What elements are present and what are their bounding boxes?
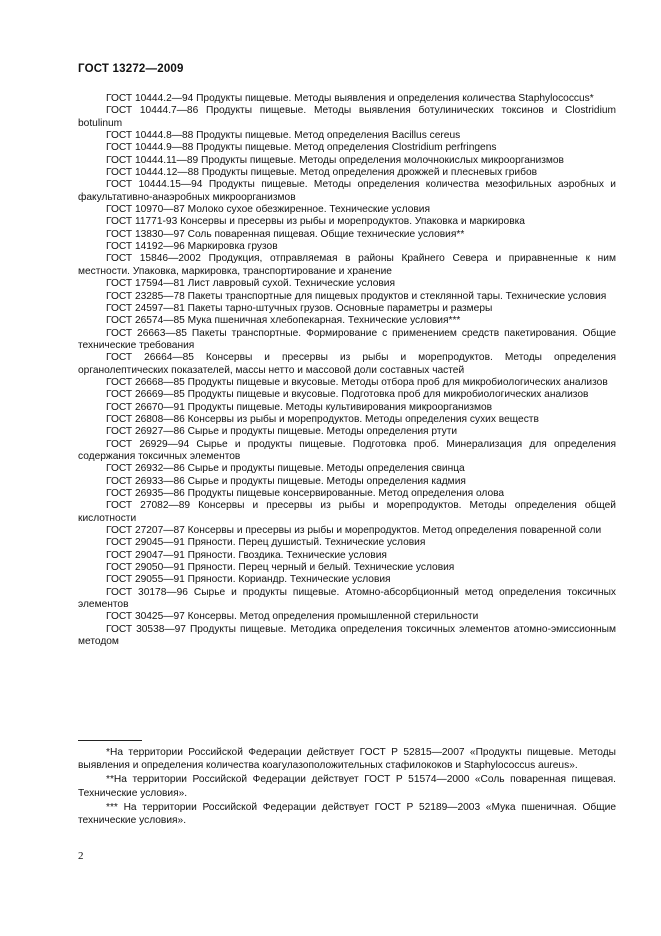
reference-entry: ГОСТ 26808—86 Консервы из рыбы и морепродуктов. Методы определения сухих веществ	[106, 413, 539, 425]
reference-entry: ГОСТ 30178—96 Сырье и продукты пищевые. Атомно-абсорбционный метод определения токсичных элементов	[78, 586, 616, 611]
reference-entry: ГОСТ 14192—96 Маркировка грузов	[106, 241, 278, 253]
footnote: **На территории Российской Федерации действует ГОСТ Р 51574—2000 «Соль поваренная пищевая. Технические условия».	[78, 774, 616, 799]
reference-entry: ГОСТ 15846—2002 Продукция, отправляемая в районы Крайнего Севера и приравненные к ним местности. Упаковка, маркировка, транспортирование и хранение	[78, 253, 616, 277]
reference-entry: ГОСТ 29055—91 Пряности. Кориандр. Технические условия	[106, 574, 391, 586]
reference-entry: ГОСТ 26935—86 Продукты пищевые консервированные. Метод определения олова	[106, 488, 505, 499]
reference-entry: ГОСТ 26664—85 Консервы и пресервы из рыбы и морепродуктов. Методы определения органолептических показателей, массы нетто и массовой доли составных частей	[78, 352, 616, 376]
reference-entry: ГОСТ 17594—81 Лист лавровый сухой. Технические условия	[106, 278, 396, 290]
reference-entry: ГОСТ 24597—81 Пакеты тарно-штучных грузов. Основные параметры и размеры	[106, 302, 493, 314]
reference-entry: ГОСТ 10444.2—94 Продукты пищевые. Методы выявления и определения количества Staphylococcus*	[106, 93, 594, 104]
reference-entry: ГОСТ 27082—89 Консервы и пресервы из рыбы и морепродуктов. Методы определения общей кислотности	[78, 500, 616, 524]
reference-entry: ГОСТ 10444.9—88 Продукты пищевые. Метод определения Clostridium perfringens	[106, 142, 497, 154]
reference-entry: ГОСТ 10444.12—88 Продукты пищевые. Метод определения дрожжей и плесневых грибов	[106, 167, 538, 179]
document-header: ГОСТ 13272—2009	[78, 63, 184, 75]
footnote: *На территории Российской Федерации действует ГОСТ Р 52815—2007 «Продукты пищевые. Методы выявления и определения количества коагулазоположительных стафилококов и Staphylococcus aureus».	[78, 747, 616, 772]
reference-entry: ГОСТ 10444.7—86 Продукты пищевые. Методы выявления ботулинических токсинов и Clostridium botulinum	[78, 105, 616, 129]
reference-entry: ГОСТ 29047—91 Пряности. Гвоздика. Технические условия	[106, 549, 387, 561]
reference-entry: ГОСТ 30538—97 Продукты пищевые. Методика определения токсичных элементов атомно-эмиссионным методом	[78, 623, 616, 648]
footnote-separator	[78, 740, 142, 741]
reference-entry: ГОСТ 26929—94 Сырье и продукты пищевые. Подготовка проб. Минерализация для определения содержания токсичных элементов	[78, 438, 616, 462]
page-number: 2	[78, 850, 84, 862]
reference-entry: ГОСТ 26670—91 Продукты пищевые. Методы культивирования микроорганизмов	[106, 401, 493, 413]
reference-entry: ГОСТ 23285—78 Пакеты транспортные для пищевых продуктов и стеклянной тары. Технические условия	[106, 290, 607, 302]
reference-entry: ГОСТ 29050—91 Пряности. Перец черный и белый. Технические условия	[106, 562, 455, 574]
reference-entry: ГОСТ 26663—85 Пакеты транспортные. Формирование с применением средств пакетирования. Общие технические требования	[78, 327, 616, 351]
reference-entry: ГОСТ 10444.11—89 Продукты пищевые. Методы определения молочнокислых микроорганизмов	[106, 154, 564, 166]
reference-entry: ГОСТ 30425—97 Консервы. Метод определения промышленной стерильности	[106, 611, 479, 623]
reference-entry: ГОСТ 10444.15—94 Продукты пищевые. Методы определения количества мезофильных аэробных и факультативно-анаэробных микроорганизмов	[78, 179, 616, 203]
references-list	[78, 93, 616, 648]
reference-entry: ГОСТ 10444.8—88 Продукты пищевые. Метод определения Bacillus cereus	[106, 130, 461, 142]
reference-entry: ГОСТ 11771-93 Консервы и пресервы из рыбы и морепродуктов. Упаковка и маркировка	[106, 216, 525, 228]
reference-entry: ГОСТ 26932—86 Сырье и продукты пищевые. Методы определения свинца	[106, 463, 465, 475]
reference-entry: ГОСТ 27207—87 Консервы и пресервы из рыбы и морепродуктов. Метод определения поваренной соли	[106, 525, 602, 537]
reference-entry: ГОСТ 26574—85 Мука пшеничная хлебопекарная. Технические условия***	[106, 315, 461, 327]
reference-entry: ГОСТ 26933—86 Сырье и продукты пищевые. Методы определения кадмия	[106, 475, 466, 487]
footnote: *** На территории Российской Федерации действует ГОСТ Р 52189—2003 «Мука пшеничная. Общие технические условия».	[78, 801, 616, 827]
footnotes	[78, 746, 616, 828]
reference-entry: ГОСТ 26668—85 Продукты пищевые и вкусовые. Методы отбора проб для микробиологических анализов	[106, 376, 608, 388]
reference-entry: ГОСТ 13830—97 Соль поваренная пищевая. Общие технические условия**	[106, 228, 465, 240]
reference-entry: ГОСТ 10970—87 Молоко сухое обезжиренное. Технические условия	[106, 204, 430, 216]
reference-entry: ГОСТ 29045—91 Пряности. Перец душистый. Технические условия	[106, 537, 426, 549]
reference-entry: ГОСТ 26669—85 Продукты пищевые и вкусовые. Подготовка проб для микробиологических анализов	[106, 389, 589, 401]
reference-entry: ГОСТ 26927—86 Сырье и продукты пищевые. Методы определения ртути	[106, 426, 458, 438]
